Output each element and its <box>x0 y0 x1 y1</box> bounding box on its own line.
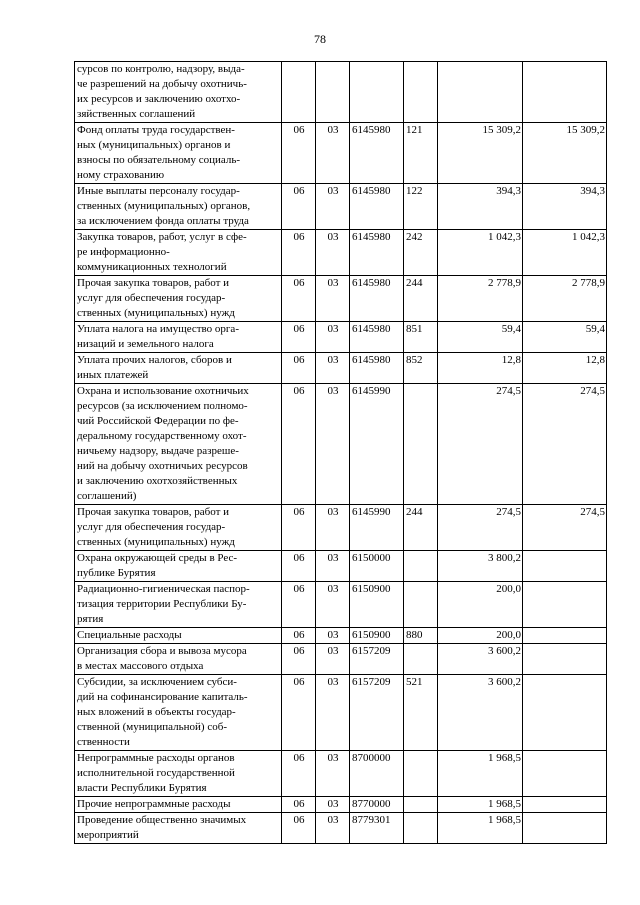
item-name-line: деральному государственному охот- <box>77 430 247 442</box>
item-name-line: взносы по обязательному социаль- <box>77 154 241 166</box>
amount-secondary-cell <box>523 62 607 123</box>
section-code-cell: 06 <box>282 813 316 844</box>
item-name-line: зяйственных соглашений <box>77 108 196 120</box>
table-row <box>75 322 607 353</box>
target-article-cell: 6157209 <box>350 644 404 675</box>
table-row <box>75 675 607 751</box>
target-article-cell: 6150000 <box>350 551 404 582</box>
subsection-code-cell: 03 <box>316 675 350 751</box>
table-row <box>75 384 607 505</box>
table-row <box>75 813 607 844</box>
item-name-line: ничьему надзору, выдаче разреше- <box>77 445 239 457</box>
subsection-code-cell: 03 <box>316 797 350 813</box>
table-row <box>75 505 607 551</box>
target-article-cell: 6145990 <box>350 505 404 551</box>
amount-secondary-cell <box>523 644 607 675</box>
expense-type-cell <box>404 751 438 797</box>
item-name-line: услуг для обеспечения государ- <box>77 292 226 304</box>
item-name-line: Радиационно-гигиеническая паспор- <box>77 583 250 595</box>
item-name-line: ний на добычу охотничьих ресурсов <box>77 460 248 472</box>
target-article-cell <box>350 62 404 123</box>
section-code-cell: 06 <box>282 751 316 797</box>
item-name-line: исполнительной государственной <box>77 767 235 779</box>
item-name-line: Закупка товаров, работ, услуг в сфе- <box>77 231 247 243</box>
item-name-line: рятия <box>77 613 104 625</box>
item-name-line: Непрограммные расходы органов <box>77 752 235 764</box>
amount-cell: 274,5 <box>438 505 523 551</box>
amount-cell: 1 042,3 <box>438 230 523 276</box>
expense-type-cell <box>404 813 438 844</box>
item-name-cell <box>75 276 282 322</box>
item-name-line: Специальные расходы <box>77 629 182 641</box>
amount-cell: 1 968,5 <box>438 751 523 797</box>
table-row <box>75 62 607 123</box>
amount-cell: 12,8 <box>438 353 523 384</box>
subsection-code-cell: 03 <box>316 751 350 797</box>
item-name-cell <box>75 813 282 844</box>
expense-type-cell: 242 <box>404 230 438 276</box>
section-code-cell: 06 <box>282 644 316 675</box>
section-code-cell: 06 <box>282 582 316 628</box>
item-name-line: Иные выплаты персоналу государ- <box>77 185 240 197</box>
item-name-line: Фонд оплаты труда государствен- <box>77 124 235 136</box>
amount-secondary-cell <box>523 797 607 813</box>
section-code-cell: 06 <box>282 675 316 751</box>
item-name-line: Прочая закупка товаров, работ и <box>77 277 230 289</box>
expense-type-cell <box>404 797 438 813</box>
section-code-cell: 06 <box>282 505 316 551</box>
expense-type-cell <box>404 551 438 582</box>
item-name-line: сурсов по контролю, надзору, выда- <box>77 63 245 75</box>
expense-type-cell <box>404 62 438 123</box>
amount-secondary-cell: 274,5 <box>523 384 607 505</box>
target-article-cell: 6150900 <box>350 628 404 644</box>
table-row <box>75 230 607 276</box>
table-row <box>75 353 607 384</box>
amount-cell <box>438 62 523 123</box>
amount-cell: 3 600,2 <box>438 644 523 675</box>
section-code-cell: 06 <box>282 123 316 184</box>
amount-secondary-cell: 15 309,2 <box>523 123 607 184</box>
target-article-cell: 6145980 <box>350 322 404 353</box>
subsection-code-cell: 03 <box>316 582 350 628</box>
amount-secondary-cell <box>523 628 607 644</box>
item-name-cell <box>75 675 282 751</box>
amount-secondary-cell: 394,3 <box>523 184 607 230</box>
item-name-cell <box>75 797 282 813</box>
item-name-cell <box>75 184 282 230</box>
subsection-code-cell: 03 <box>316 353 350 384</box>
expense-type-cell <box>404 644 438 675</box>
table-row <box>75 644 607 675</box>
amount-secondary-cell: 1 042,3 <box>523 230 607 276</box>
subsection-code-cell: 03 <box>316 505 350 551</box>
expense-type-cell: 122 <box>404 184 438 230</box>
item-name-cell <box>75 582 282 628</box>
item-name-line: за исключением фонда оплаты труда <box>77 215 249 227</box>
amount-cell: 2 778,9 <box>438 276 523 322</box>
amount-cell: 200,0 <box>438 582 523 628</box>
expense-type-cell: 851 <box>404 322 438 353</box>
item-name-line: в местах массового отдыха <box>77 660 204 672</box>
item-name-cell <box>75 505 282 551</box>
item-name-cell <box>75 123 282 184</box>
amount-cell: 59,4 <box>438 322 523 353</box>
amount-cell: 274,5 <box>438 384 523 505</box>
amount-secondary-cell <box>523 582 607 628</box>
expense-type-cell: 121 <box>404 123 438 184</box>
amount-secondary-cell <box>523 751 607 797</box>
subsection-code-cell: 03 <box>316 322 350 353</box>
item-name-line: ственности <box>77 736 130 748</box>
amount-secondary-cell <box>523 813 607 844</box>
section-code-cell: 06 <box>282 551 316 582</box>
target-article-cell: 8770000 <box>350 797 404 813</box>
table-row <box>75 276 607 322</box>
subsection-code-cell: 03 <box>316 628 350 644</box>
target-article-cell: 6145980 <box>350 353 404 384</box>
target-article-cell: 6145990 <box>350 384 404 505</box>
table-row <box>75 123 607 184</box>
item-name-cell <box>75 551 282 582</box>
amount-cell: 394,3 <box>438 184 523 230</box>
section-code-cell: 06 <box>282 184 316 230</box>
section-code-cell: 06 <box>282 628 316 644</box>
target-article-cell: 6145980 <box>350 184 404 230</box>
item-name-line: ственных (муниципальных) нужд <box>77 536 235 548</box>
item-name-line: иных платежей <box>77 369 149 381</box>
item-name-line: услуг для обеспечения государ- <box>77 521 226 533</box>
item-name-cell <box>75 384 282 505</box>
amount-secondary-cell <box>523 675 607 751</box>
subsection-code-cell: 03 <box>316 123 350 184</box>
subsection-code-cell: 03 <box>316 384 350 505</box>
section-code-cell: 06 <box>282 353 316 384</box>
table-row <box>75 797 607 813</box>
item-name-cell <box>75 322 282 353</box>
section-code-cell: 06 <box>282 322 316 353</box>
subsection-code-cell: 03 <box>316 276 350 322</box>
amount-cell: 1 968,5 <box>438 813 523 844</box>
item-name-line: Прочие непрограммные расходы <box>77 798 231 810</box>
item-name-line: чий Российской Федерации по фе- <box>77 415 239 427</box>
expense-type-cell <box>404 582 438 628</box>
target-article-cell: 6145980 <box>350 276 404 322</box>
section-code-cell: 06 <box>282 230 316 276</box>
item-name-line: коммуникационных технологий <box>77 261 227 273</box>
expense-type-cell: 521 <box>404 675 438 751</box>
subsection-code-cell: 03 <box>316 644 350 675</box>
expense-type-cell <box>404 384 438 505</box>
item-name-line: Субсидии, за исключением субси- <box>77 676 237 688</box>
subsection-code-cell <box>316 62 350 123</box>
expense-type-cell: 852 <box>404 353 438 384</box>
expense-type-cell: 244 <box>404 276 438 322</box>
item-name-line: дий на софинансирование капиталь- <box>77 691 248 703</box>
item-name-line: ственных (муниципальных) органов, <box>77 200 251 212</box>
item-name-line: Охрана окружающей среды в Рес- <box>77 552 238 564</box>
page-number: 78 <box>314 32 326 46</box>
amount-secondary-cell: 59,4 <box>523 322 607 353</box>
item-name-cell <box>75 644 282 675</box>
section-code-cell: 06 <box>282 276 316 322</box>
item-name-line: их ресурсов и заключению охотхо- <box>77 93 241 105</box>
budget-table-body <box>75 62 607 844</box>
amount-cell: 3 800,2 <box>438 551 523 582</box>
section-code-cell <box>282 62 316 123</box>
expense-type-cell: 244 <box>404 505 438 551</box>
target-article-cell: 6145980 <box>350 230 404 276</box>
table-row <box>75 751 607 797</box>
expense-type-cell: 880 <box>404 628 438 644</box>
item-name-cell <box>75 353 282 384</box>
amount-cell: 15 309,2 <box>438 123 523 184</box>
item-name-cell <box>75 62 282 123</box>
item-name-line: ных (муниципальных) органов и <box>77 139 231 151</box>
budget-table <box>74 61 607 844</box>
item-name-line: Уплата налога на имущество орга- <box>77 323 239 335</box>
target-article-cell: 6157209 <box>350 675 404 751</box>
item-name-line: ре информационно- <box>77 246 170 258</box>
section-code-cell: 06 <box>282 384 316 505</box>
amount-secondary-cell: 274,5 <box>523 505 607 551</box>
item-name-cell <box>75 230 282 276</box>
item-name-line: Уплата прочих налогов, сборов и <box>77 354 232 366</box>
target-article-cell: 8700000 <box>350 751 404 797</box>
amount-cell: 1 968,5 <box>438 797 523 813</box>
item-name-line: ному страхованию <box>77 169 165 181</box>
item-name-line: Охрана и использование охотничьих <box>77 385 249 397</box>
item-name-line: ресурсов (за исключением полномо- <box>77 400 248 412</box>
item-name-line: соглашений) <box>77 490 137 502</box>
target-article-cell: 6145980 <box>350 123 404 184</box>
item-name-line: мероприятий <box>77 829 139 841</box>
table-row <box>75 582 607 628</box>
amount-secondary-cell: 2 778,9 <box>523 276 607 322</box>
target-article-cell: 6150900 <box>350 582 404 628</box>
item-name-cell <box>75 751 282 797</box>
amount-secondary-cell <box>523 551 607 582</box>
subsection-code-cell: 03 <box>316 230 350 276</box>
amount-cell: 200,0 <box>438 628 523 644</box>
item-name-line: тизация территории Республики Бу- <box>77 598 247 610</box>
table-row <box>75 184 607 230</box>
item-name-line: публике Бурятия <box>77 567 156 579</box>
target-article-cell: 8779301 <box>350 813 404 844</box>
item-name-line: низаций и земельного налога <box>77 338 214 350</box>
item-name-line: че разрешений на добычу охотничь- <box>77 78 247 90</box>
item-name-line: Проведение общественно значимых <box>77 814 247 826</box>
subsection-code-cell: 03 <box>316 551 350 582</box>
item-name-line: и заключению охотхозяйственных <box>77 475 238 487</box>
amount-cell: 3 600,2 <box>438 675 523 751</box>
subsection-code-cell: 03 <box>316 813 350 844</box>
amount-secondary-cell: 12,8 <box>523 353 607 384</box>
subsection-code-cell: 03 <box>316 184 350 230</box>
item-name-line: власти Республики Бурятия <box>77 782 207 794</box>
table-row <box>75 628 607 644</box>
item-name-line: ственной (муниципальной) соб- <box>77 721 227 733</box>
section-code-cell: 06 <box>282 797 316 813</box>
table-row <box>75 551 607 582</box>
item-name-line: Прочая закупка товаров, работ и <box>77 506 230 518</box>
item-name-line: ных вложений в объекты государ- <box>77 706 236 718</box>
item-name-cell <box>75 628 282 644</box>
item-name-line: Организация сбора и вывоза мусора <box>77 645 247 657</box>
item-name-line: ственных (муниципальных) нужд <box>77 307 235 319</box>
